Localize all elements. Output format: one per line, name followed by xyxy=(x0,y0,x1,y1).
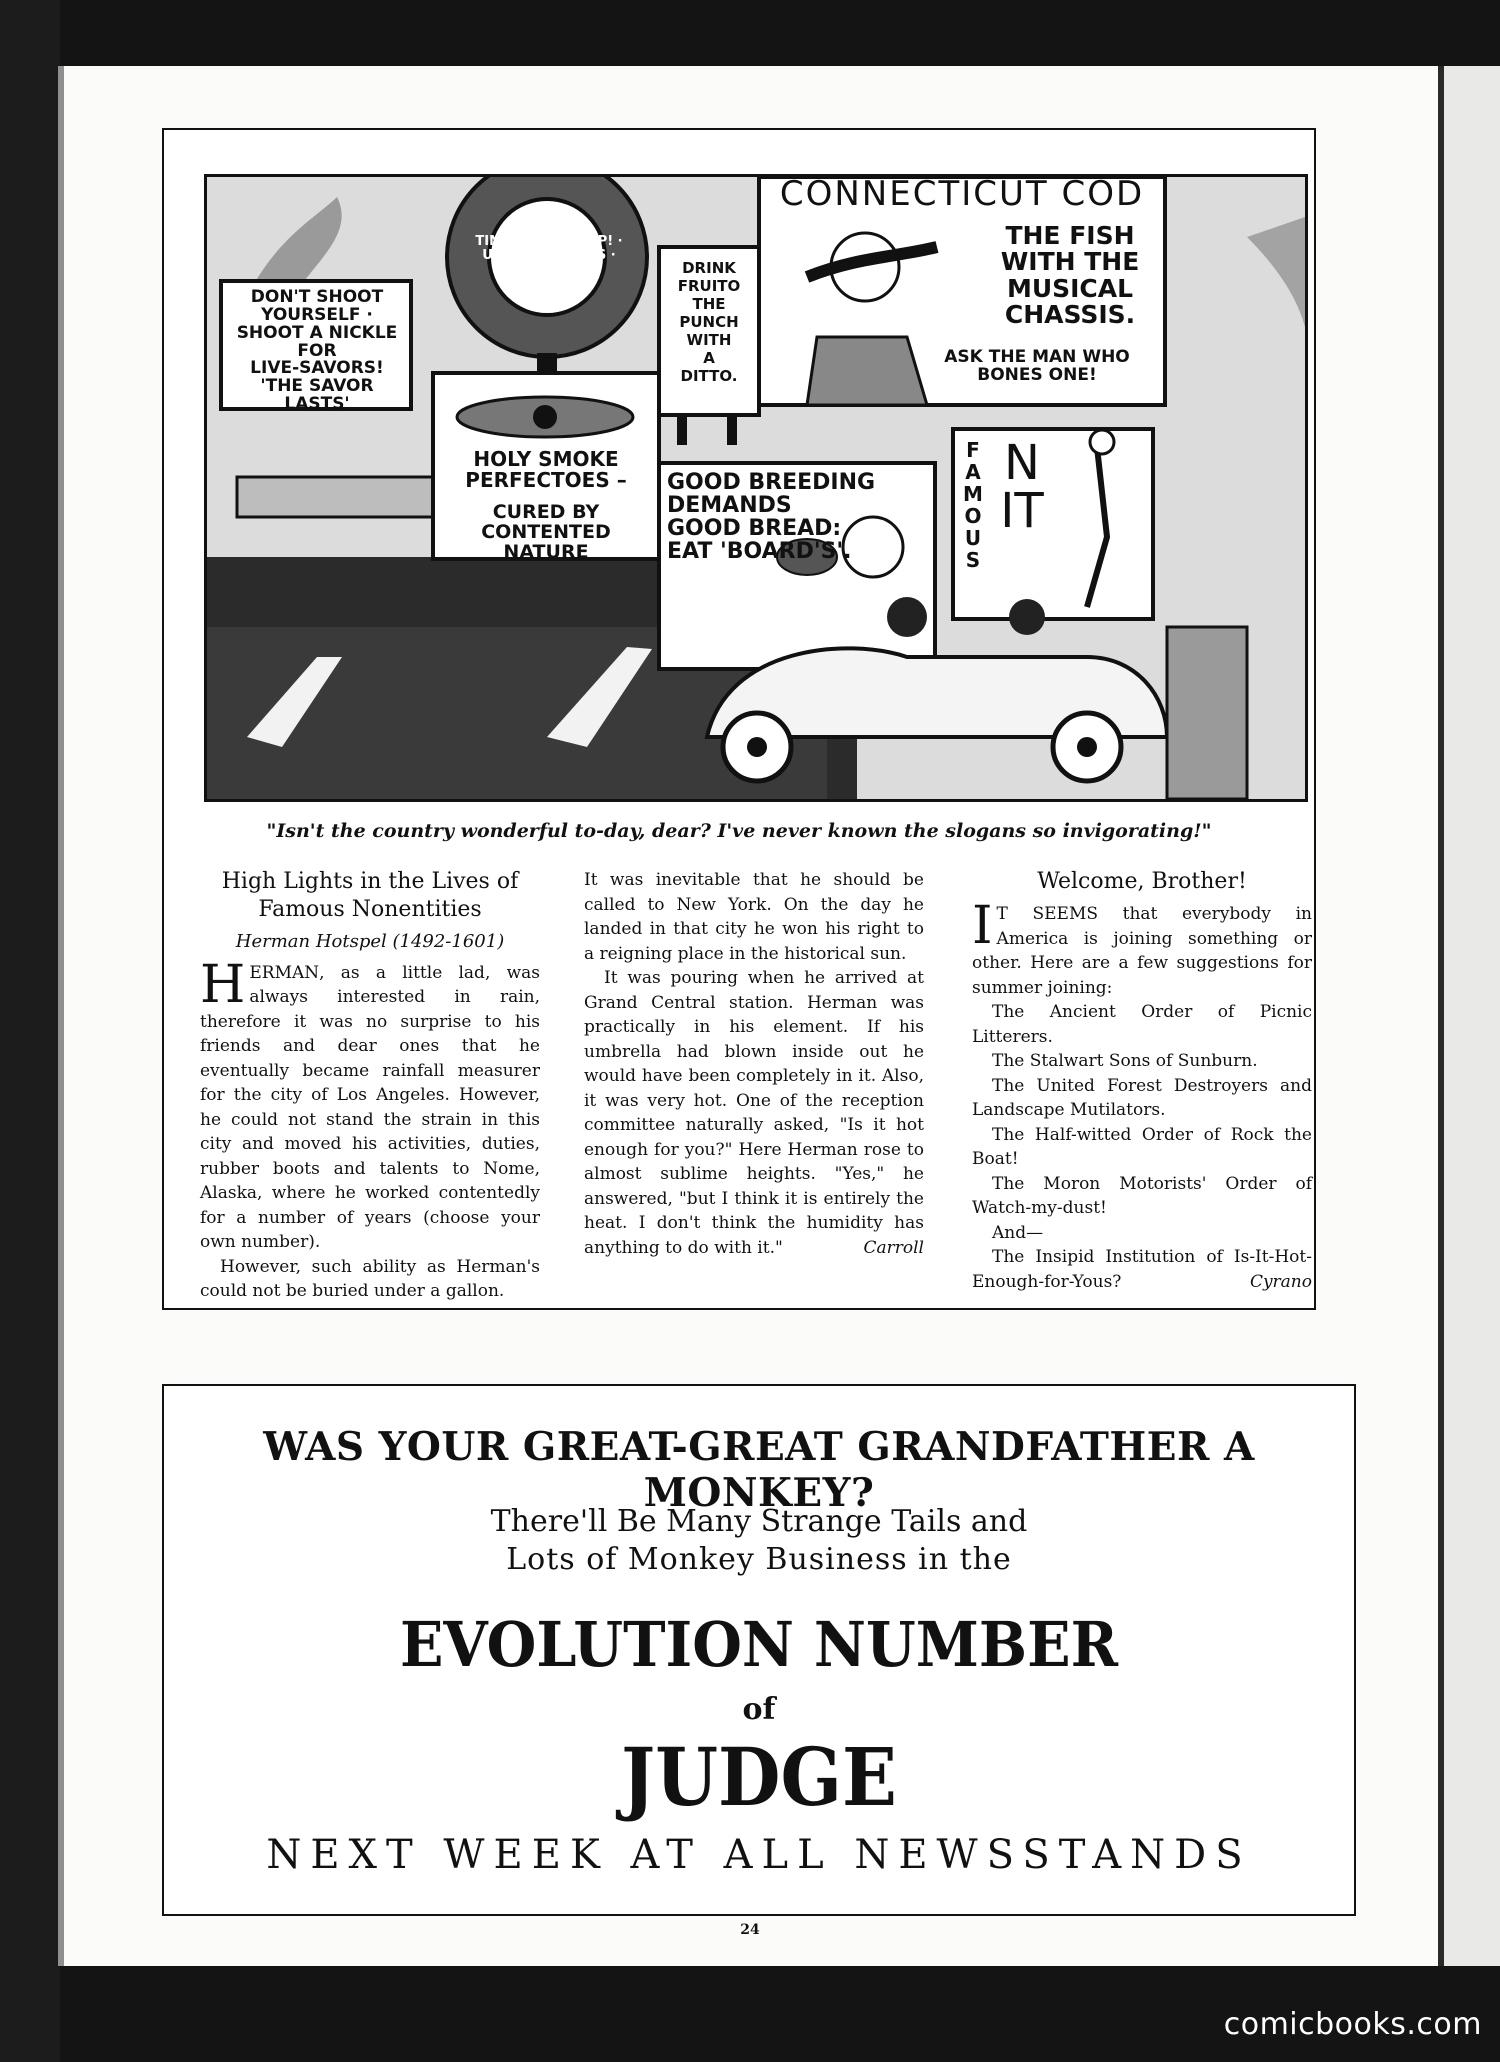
cod-sign-title: CONNECTICUT COD xyxy=(779,174,1145,214)
famous-sign-vertical: FAMOUS xyxy=(963,438,983,572)
cartoon-caption: "Isn't the country wonderful to-day, dear? I've never known the slogans so invigorating!" xyxy=(266,820,1212,842)
list-item: And— xyxy=(992,1222,1044,1243)
list-item xyxy=(972,1245,1312,1294)
fruito-sign: DRINK FRUITO THE PUNCH WITH A DITTO. xyxy=(677,259,741,385)
cod-sign-body: THE FISH WITH THE MUSICAL CHASSIS. xyxy=(1000,221,1140,329)
next-page-edge xyxy=(1438,66,1500,1966)
list-item: The Half-witted Order of Rock the Boat! xyxy=(972,1124,1312,1169)
ad-subheading: Lots of Monkey Business in the xyxy=(506,1542,1012,1577)
life-savors-sign: DON'T SHOOT YOURSELF · SHOOT A NICKLE FOR LIVE-SAVORS! 'THE SAVOR LASTS' xyxy=(236,287,398,415)
article-high-lights xyxy=(200,868,540,1304)
list-item: The United Forest Destroyers and Landscape Mutilators. xyxy=(972,1075,1312,1120)
article-title: Welcome, Brother! xyxy=(1037,869,1247,894)
bread-sign: GOOD BREEDING DEMANDS GOOD BREAD: EAT 'BOARD'S'. xyxy=(667,470,876,565)
article-paragraph xyxy=(972,896,1313,1000)
lead-word: ERMAN xyxy=(249,962,320,983)
lead-word: T SEEMS xyxy=(996,904,1099,924)
paragraph-text: , as a little lad, was always interested in rain, therefore it was no surprise to his friends and dear ones that he eventually became rainfall measurer for the city of Los Angeles. However, he could not stand the strain in this city and moved his activities, duties, rubber boots and talents to Nome, Alaska, where he worked contentedly for a number of years (choose your own number). xyxy=(200,962,540,1252)
article-paragraph: It was inevitable that he should be called to New York. On the day he landed in that city he won his right to a reigning place in the historical sun. xyxy=(584,870,924,964)
ad-evolution-number: EVOLUTION NUMBER xyxy=(399,1608,1119,1681)
drop-cap: I xyxy=(972,896,993,956)
list-item: The Stalwart Sons of Sunburn. xyxy=(992,1051,1258,1071)
paragraph-text: The Insipid Institution of Is-It-Hot-Enough-for-Yous? xyxy=(972,1247,1312,1292)
list-item: The Moron Motorists' Order of Watch-my-dust! xyxy=(972,1173,1312,1218)
article-paragraph xyxy=(584,966,924,1260)
nit-sign-vertical: NIT xyxy=(1000,435,1044,539)
paragraph-text: It was pouring when he arrived at Grand Central station. Herman was practically in his element. If his umbrella had blown inside out he would have been completely in it. Also, it was very hot. One of the reception committee naturally asked, "Is it hot enough for you?" Here Herman rose to almost sublime heights. "Yes," he answered, "but I think it is entirely the heat. I don't think the humidity has anything to do with it." xyxy=(584,968,924,1258)
article-title: High Lights in the Lives of Famous Nonentities xyxy=(221,869,519,922)
article-welcome-brother xyxy=(972,868,1312,1294)
ad-headline: WAS YOUR GREAT-GREAT GRANDFATHER A MONKEY? xyxy=(263,1424,1255,1516)
judge-advertisement xyxy=(162,1384,1356,1916)
ad-newsstands-line: NEXT WEEK AT ALL NEWSSTANDS xyxy=(266,1832,1252,1878)
author-signature: Carroll xyxy=(863,1237,924,1258)
tire-sign-text: TIME TO WAKE UP! · USE BRISK TIRES · xyxy=(475,234,623,263)
cartoon-panel xyxy=(162,128,1316,1310)
drop-cap: H xyxy=(200,954,246,1015)
article-paragraph: However, such ability as Herman's could not be buried under a gallon. xyxy=(200,1256,540,1301)
paragraph-text: that everybody in America is joining something or other. Here are a few suggestions for summer joining: xyxy=(972,904,1313,998)
article-subtitle: Herman Hotspel (1492-1601) xyxy=(235,931,505,952)
page-number: 24 xyxy=(740,1922,760,1938)
article-high-lights-continued xyxy=(584,868,924,1260)
cartoon-illustration xyxy=(204,174,1308,802)
article-paragraph xyxy=(200,954,540,1255)
author-signature: Cyrano xyxy=(1249,1271,1312,1292)
list-item: The Ancient Order of Picnic Litterers. xyxy=(972,1002,1312,1047)
book-spine xyxy=(0,0,60,2062)
ad-subheading: There'll Be Many Strange Tails and xyxy=(490,1504,1028,1539)
ad-of: of xyxy=(742,1692,776,1727)
cod-sign-ask: ASK THE MAN WHO BONES ONE! xyxy=(944,347,1130,385)
ad-judge-title: JUDGE xyxy=(621,1730,897,1824)
holy-smoke-sign-tagline: CURED BY CONTENTED NATURE xyxy=(481,501,611,563)
watermark: comicbooks.com xyxy=(1223,2007,1482,2042)
holy-smoke-sign-title: HOLY SMOKE PERFECTOES – xyxy=(465,447,627,492)
